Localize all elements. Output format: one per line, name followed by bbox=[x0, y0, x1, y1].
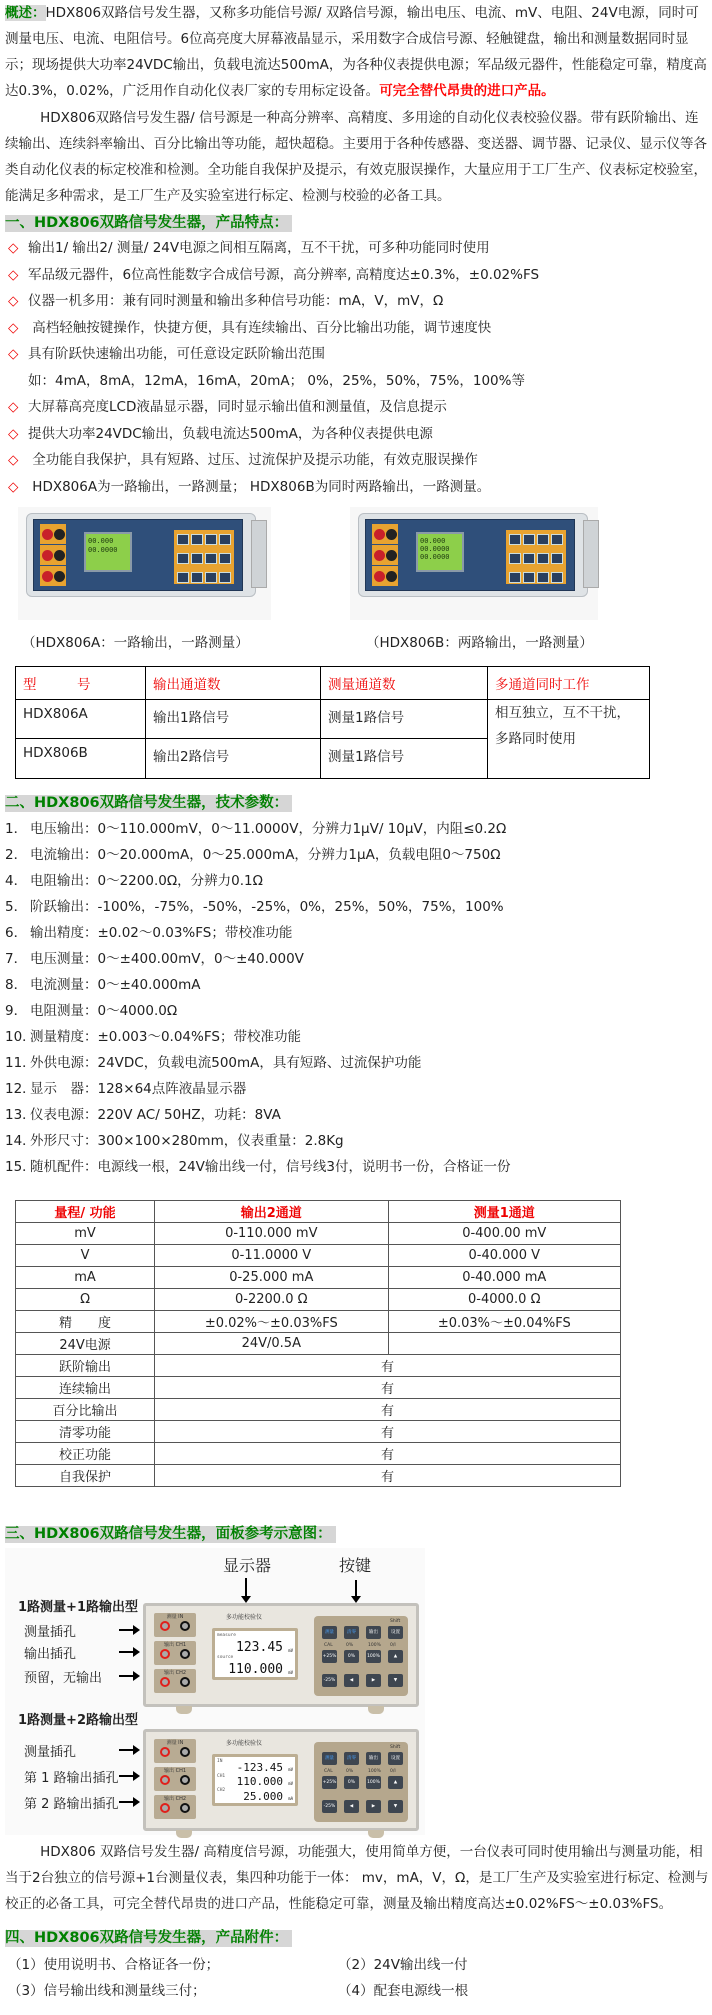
table-header-cell: 型 号 bbox=[16, 667, 146, 700]
arrow-right-icon bbox=[119, 1749, 135, 1751]
table-cell: 0-25.000 mA bbox=[155, 1267, 388, 1289]
keypad bbox=[314, 1742, 408, 1822]
spec-number: 5． bbox=[5, 899, 28, 915]
feature-text: 高档轻触按键操作，快捷方便，具有连续输出、百分比输出功能，调节速度快 bbox=[28, 319, 492, 336]
shift-label: Shift bbox=[390, 1745, 401, 1750]
diamond-bullet-icon: ◇ bbox=[8, 425, 19, 442]
feature-text: 输出1/ 输出2/ 测量/ 24V电源之间相互隔离，互不干扰，可多种功能同时使用 bbox=[28, 240, 490, 256]
table-header-row bbox=[16, 1201, 621, 1223]
table-row bbox=[16, 1267, 621, 1289]
table-cell: 0-40.000 mA bbox=[388, 1267, 620, 1289]
panel-diagram bbox=[5, 1548, 425, 1835]
feature-text: 全功能自我保护，具有短路、过压、过流保护及提示功能，有效克服误操作 bbox=[28, 452, 478, 468]
jack-label: 第 2 路输出插孔 bbox=[24, 1797, 119, 1812]
table-row bbox=[16, 1421, 621, 1443]
spec-text: 电阻输出：0～2200.0Ω，分辨力0.1Ω bbox=[30, 873, 263, 889]
feature-list bbox=[8, 235, 708, 500]
lcd-display bbox=[84, 532, 132, 572]
arrow-right-icon bbox=[119, 1675, 135, 1677]
spec-text: 输出精度：±0.02～0.03%FS；带校准功能 bbox=[30, 925, 293, 941]
keypad-button[interactable]: ▶ bbox=[366, 1674, 381, 1687]
jack-group bbox=[154, 1739, 196, 1763]
intro-text: HDX806双路信号发生器，又称多功能信号源/ 双路信号源，输出电压、电流、mV、电阻、24V电源，同时可测量电压、电流、电阻信号。6位高亮度大屏幕液晶显示，采用数字合成信号源、轻触键盘，输出和测量数据同时显示；现场提供大功率24VDC输出，负载电流达500mA，为各种仪表提供电源；军品级元器件，性能稳定可靠，精度高达0.3%，0.02%，广泛用作自动化仪表厂家的专用标定设备。 bbox=[5, 5, 707, 99]
table-row bbox=[16, 700, 650, 739]
table-cell: 精 度 bbox=[16, 1311, 155, 1333]
diamond-bullet-icon: ◇ bbox=[8, 452, 19, 468]
key-row-label: 100% bbox=[368, 1769, 381, 1774]
table-cell: 跃阶输出 bbox=[16, 1355, 155, 1377]
spec-number: 4． bbox=[5, 873, 28, 889]
key-row-label: CAL bbox=[324, 1643, 333, 1648]
display-label: 显示器 bbox=[223, 1556, 272, 1575]
section-heading-features: 一、HDX806双路信号发生器，产品特点： bbox=[5, 215, 292, 232]
instrument-panel bbox=[143, 1603, 419, 1707]
lcd-unit: mV bbox=[288, 1766, 293, 1772]
keypad-button[interactable]: +25% bbox=[322, 1776, 337, 1789]
table-cell: 0-4000.0 Ω bbox=[388, 1289, 620, 1311]
table-cell: 0-11.0000 V bbox=[155, 1245, 388, 1267]
arrow-down-icon bbox=[245, 1578, 247, 1598]
keypad-button[interactable]: +25% bbox=[322, 1650, 337, 1663]
photo-caption-a: （HDX806A：一路输出，一路测量） bbox=[22, 635, 249, 651]
lcd-line: 00.0000 bbox=[420, 553, 450, 561]
table-row bbox=[16, 1223, 621, 1245]
keypad-button[interactable]: 100% bbox=[366, 1650, 381, 1663]
feature-text: 具有阶跃快速输出功能，可任意设定跃阶输出范围 bbox=[28, 346, 325, 362]
section-heading-specs: 二、HDX806双路信号发生器，技术参数： bbox=[5, 795, 292, 812]
spec-number: 1． bbox=[5, 821, 28, 837]
table-row bbox=[16, 1333, 621, 1355]
lcd-value: -123.45 bbox=[236, 1760, 283, 1774]
key-row-label: 0/I bbox=[390, 1643, 396, 1648]
lcd-unit: mV bbox=[288, 1670, 293, 1675]
spec-item bbox=[5, 972, 705, 998]
spec-number: 14． bbox=[5, 1133, 36, 1149]
spec-item bbox=[5, 816, 705, 842]
spec-number: 7． bbox=[5, 951, 28, 967]
table-cell: 校正功能 bbox=[16, 1443, 155, 1465]
arrow-right-icon bbox=[119, 1801, 135, 1803]
spec-text: 阶跃输出：-100%，-75%，-50%，-25%，0%，25%，50%，75%，100% bbox=[30, 899, 504, 915]
lcd-reading bbox=[217, 1633, 293, 1655]
range-function-table bbox=[15, 1200, 621, 1487]
red-jack-icon[interactable] bbox=[160, 1775, 170, 1785]
table-cell: 24V电源 bbox=[16, 1333, 155, 1355]
keypad-button[interactable]: 测量 bbox=[322, 1626, 337, 1639]
product-photo-hdx806b bbox=[350, 507, 598, 620]
keypad-button[interactable]: -25% bbox=[322, 1800, 337, 1813]
lcd-tag: measure bbox=[217, 1633, 236, 1638]
keypad-button[interactable]: 测量 bbox=[322, 1752, 337, 1765]
feature-text: 如：4mA，8mA，12mA，16mA，20mA； 0%，25%，50%，75%，100%等 bbox=[28, 372, 525, 389]
keypad bbox=[314, 1616, 408, 1696]
spec-item bbox=[5, 1154, 705, 1180]
spec-number: 11． bbox=[5, 1055, 36, 1071]
model-comparison-table bbox=[15, 666, 678, 779]
arrow-right-icon bbox=[119, 1775, 135, 1777]
table-cell: 有 bbox=[155, 1443, 621, 1465]
red-jack-icon[interactable] bbox=[160, 1677, 170, 1687]
table-cell: mV bbox=[16, 1223, 155, 1245]
lcd-unit: mV bbox=[288, 1781, 293, 1786]
photo-caption-b: （HDX806B：两路输出，一路测量） bbox=[366, 635, 593, 651]
table-cell: 0-40.000 V bbox=[388, 1245, 620, 1267]
lcd-tag: source bbox=[217, 1655, 234, 1660]
jack-group-label: 输出 CH1 bbox=[163, 1768, 187, 1774]
keypad-button[interactable]: 100% bbox=[366, 1776, 381, 1789]
keypad-button[interactable]: 清零 bbox=[344, 1626, 359, 1639]
table-cell: 有 bbox=[155, 1355, 621, 1377]
spec-text: 电压测量：0～±400.00mV，0～±40.000V bbox=[30, 951, 304, 967]
lcd-tag: CH2 bbox=[217, 1788, 226, 1793]
spec-item bbox=[5, 894, 705, 920]
table-cell: 24V/0.5A bbox=[155, 1333, 388, 1355]
spec-list bbox=[5, 816, 705, 1180]
panel-title: 多功能校验仪 bbox=[226, 1740, 263, 1747]
jack-group-label: 输出 CH2 bbox=[163, 1796, 187, 1802]
intro-paragraph bbox=[5, 0, 709, 104]
feature-item bbox=[8, 474, 708, 501]
table-cell: 测量1路信号 bbox=[321, 739, 488, 779]
table-cell: V bbox=[16, 1245, 155, 1267]
spec-text: 随机配件：电源线一根，24V输出线一付，信号线3付，说明书一份，合格证一份 bbox=[30, 1159, 511, 1175]
key-row-label: 0/I bbox=[390, 1769, 396, 1774]
jack-group bbox=[154, 1641, 196, 1665]
lcd-display bbox=[416, 532, 464, 572]
accessory-item: （1）使用说明书、合格证各一份； bbox=[8, 1957, 220, 1973]
black-jack-icon[interactable] bbox=[180, 1747, 190, 1757]
spec-item bbox=[5, 1024, 705, 1050]
lcd-line: 00.000 bbox=[88, 537, 114, 545]
summary-paragraph: HDX806 双路信号发生器/ 高精度信号源，功能强大，使用简单方便，一台仪表可同时使用输出与测量功能，相当于2台独立的信号源+1台测量仪表，集四种功能于一体： mv，mA，V，Ω，是工厂生产及实验室进行标定、检测与校正的必备工具，可完全替代昂贵的进口产品，性能稳定可靠，测量及输出精度高达±0.02%FS～±0.03%FS。 bbox=[5, 1844, 709, 1912]
jack-label: 测量插孔 bbox=[24, 1745, 77, 1760]
lcd-screen bbox=[215, 1631, 295, 1677]
table-cell: 有 bbox=[155, 1399, 621, 1421]
lcd-reading bbox=[217, 1655, 293, 1677]
jack-label: 测量插孔 bbox=[24, 1625, 77, 1640]
lcd-unit: mA bbox=[288, 1795, 293, 1801]
keypad-button[interactable]: ◀ bbox=[344, 1800, 359, 1813]
diamond-bullet-icon: ◇ bbox=[8, 319, 19, 336]
table-cell: ±0.02%～±0.03%FS bbox=[155, 1311, 388, 1333]
table-row bbox=[16, 1311, 621, 1333]
feature-item bbox=[8, 235, 708, 262]
lcd-screen bbox=[215, 1757, 295, 1803]
keypad-button[interactable]: 0% bbox=[344, 1776, 359, 1789]
table-header-cell: 量程/ 功能 bbox=[16, 1201, 155, 1223]
keypad-button[interactable]: 设置 bbox=[388, 1752, 403, 1765]
accessory-item: （3）信号输出线和测量线三付； bbox=[8, 1983, 206, 1999]
section-heading-accessories: 四、HDX806双路信号发生器，产品附件： bbox=[5, 1930, 292, 1947]
spec-number: 9． bbox=[5, 1003, 28, 1019]
arrow-right-icon bbox=[119, 1651, 135, 1653]
product-photo-hdx806a bbox=[18, 507, 271, 620]
table-cell bbox=[388, 1333, 620, 1355]
shift-label: Shift bbox=[390, 1619, 401, 1624]
jack-group bbox=[154, 1613, 196, 1637]
lcd-unit: mV bbox=[288, 1648, 293, 1653]
table-row bbox=[16, 1399, 621, 1421]
spec-item bbox=[5, 842, 705, 868]
table-cell: mA bbox=[16, 1267, 155, 1289]
table-header-row bbox=[16, 667, 650, 700]
jack-group-label: 输出 CH1 bbox=[163, 1642, 187, 1648]
keys-label: 按键 bbox=[339, 1556, 372, 1575]
panel-foot bbox=[368, 1830, 384, 1838]
red-jack-icon[interactable] bbox=[160, 1747, 170, 1757]
arrow-down-icon bbox=[355, 1580, 357, 1598]
feature-text: 仪器一机多用：兼有同时测量和输出多种信号功能：mA，V，mV，Ω bbox=[28, 293, 444, 309]
table-row bbox=[16, 1289, 621, 1311]
table-header-cell: 测量1通道 bbox=[388, 1201, 620, 1223]
table-cell: HDX806B bbox=[16, 739, 146, 779]
spec-item bbox=[5, 1076, 705, 1102]
black-jack-icon[interactable] bbox=[180, 1803, 190, 1813]
jack-group bbox=[154, 1669, 196, 1693]
spec-number: 13． bbox=[5, 1107, 36, 1123]
arrow-right-icon bbox=[119, 1629, 135, 1631]
feature-item bbox=[8, 447, 708, 474]
feature-item bbox=[8, 368, 708, 395]
keypad-button[interactable]: ▶ bbox=[366, 1800, 381, 1813]
feature-item bbox=[8, 288, 708, 315]
keypad-button[interactable]: -25% bbox=[322, 1674, 337, 1687]
jack-label: 输出插孔 bbox=[24, 1647, 77, 1662]
black-jack-icon[interactable] bbox=[180, 1775, 190, 1785]
key-row-label: 0% bbox=[346, 1769, 354, 1774]
red-jack-icon[interactable] bbox=[160, 1621, 170, 1631]
table-cell: 测量1路信号 bbox=[321, 700, 488, 739]
lcd-reading bbox=[217, 1759, 293, 1774]
spec-item bbox=[5, 998, 705, 1024]
section-heading-panel: 三、HDX806双路信号发生器，面板参考示意图： bbox=[5, 1526, 336, 1543]
black-jack-icon[interactable] bbox=[180, 1621, 190, 1631]
diamond-bullet-icon: ◇ bbox=[8, 293, 19, 309]
keypad-button[interactable]: 设置 bbox=[388, 1626, 403, 1639]
spec-text: 外形尺寸：300×100×280mm，仪表重量：2.8Kg bbox=[30, 1133, 344, 1149]
key-row-label: 100% bbox=[368, 1643, 381, 1648]
panel-foot bbox=[176, 1830, 192, 1838]
feature-text: HDX806A为一路输出，一路测量； HDX806B为同时两路输出，一路测量。 bbox=[28, 478, 491, 495]
feature-item bbox=[8, 421, 708, 448]
spec-item bbox=[5, 1050, 705, 1076]
table-cell: 有 bbox=[155, 1421, 621, 1443]
instrument-panel bbox=[143, 1729, 419, 1831]
table-header-cell: 测量通道数 bbox=[321, 667, 488, 700]
panel-foot bbox=[176, 1706, 192, 1714]
accessory-item: （2）24V输出线一付 bbox=[338, 1957, 468, 1973]
black-jack-icon[interactable] bbox=[180, 1677, 190, 1687]
keypad-button[interactable]: ▼ bbox=[388, 1674, 403, 1687]
lcd-value: 25.000 bbox=[243, 1789, 283, 1803]
keypad-button[interactable]: ▲ bbox=[388, 1650, 403, 1663]
lcd-line: 00.0000 bbox=[420, 545, 450, 553]
spec-number: 8． bbox=[5, 977, 28, 993]
lcd-line: 00.000 bbox=[420, 537, 446, 545]
table-cell: 0-110.000 mV bbox=[155, 1223, 388, 1245]
jack-label: 第 1 路输出插孔 bbox=[24, 1771, 119, 1786]
key-row-label: CAL bbox=[324, 1769, 333, 1774]
spec-text: 电阻测量：0～4000.0Ω bbox=[30, 1003, 178, 1019]
spec-text: 显示 器：128×64点阵液晶显示器 bbox=[30, 1081, 247, 1097]
table-cell: 有 bbox=[155, 1465, 621, 1487]
table-cell: 输出2路信号 bbox=[146, 739, 321, 779]
lcd-value: 123.45 bbox=[236, 1640, 283, 1655]
spec-item bbox=[5, 946, 705, 972]
spec-text: 测量精度：±0.003～0.04%FS；带校准功能 bbox=[30, 1029, 301, 1045]
table-cell: 0-2200.0 Ω bbox=[155, 1289, 388, 1311]
red-jack-icon[interactable] bbox=[160, 1649, 170, 1659]
spec-number: 2． bbox=[5, 847, 28, 863]
spec-text: 电流测量：0～±40.000mA bbox=[30, 977, 201, 993]
table-cell: HDX806A bbox=[16, 700, 146, 739]
lcd-tag: IN bbox=[217, 1759, 223, 1764]
key-row-label: 0% bbox=[346, 1643, 354, 1648]
feature-item bbox=[8, 262, 708, 289]
intro-lead: 概述： bbox=[5, 5, 46, 21]
jack-group bbox=[154, 1767, 196, 1791]
table-cell: 百分比输出 bbox=[16, 1399, 155, 1421]
spec-item bbox=[5, 1102, 705, 1128]
table-row bbox=[16, 1377, 621, 1399]
feature-text: 军品级元器件，6位高性能数字合成信号源，高分辨率, 高精度达±0.3%，±0.02%FS bbox=[28, 266, 540, 283]
spec-number: 15． bbox=[5, 1159, 36, 1175]
lcd-line: 00.0000 bbox=[88, 546, 118, 554]
table-header-cell: 输出通道数 bbox=[146, 667, 321, 700]
diamond-bullet-icon: ◇ bbox=[8, 399, 19, 415]
spec-text: 外供电源：24VDC，负载电流500mA，具有短路、过流保护功能 bbox=[30, 1055, 422, 1071]
keypad-button[interactable]: ▼ bbox=[388, 1800, 403, 1813]
spec-text: 电流输出：0～20.000mA，0～25.000mA，分辨力1μA，负载电阻0～750Ω bbox=[30, 847, 501, 863]
diamond-bullet-icon: ◇ bbox=[8, 266, 19, 283]
table-row bbox=[16, 1245, 621, 1267]
lcd-value: 110.000 bbox=[228, 1662, 283, 1677]
panel-title: 多功能校验仪 bbox=[226, 1614, 263, 1621]
jack-group-label: 测量 IN bbox=[166, 1740, 184, 1746]
spec-item bbox=[5, 920, 705, 946]
spec-text: 仪表电源：220V AC/ 50HZ，功耗：8VA bbox=[30, 1107, 281, 1123]
lcd-reading bbox=[217, 1788, 293, 1803]
feature-item bbox=[8, 394, 708, 421]
lcd-reading bbox=[217, 1774, 293, 1789]
table-row bbox=[16, 1465, 621, 1487]
feature-item bbox=[8, 315, 708, 342]
table-cell: 自我保护 bbox=[16, 1465, 155, 1487]
feature-item bbox=[8, 341, 708, 368]
spec-item bbox=[5, 1128, 705, 1154]
keypad-button[interactable]: 清零 bbox=[344, 1752, 359, 1765]
jack-group-label: 输出 CH2 bbox=[163, 1670, 187, 1676]
spec-number: 10． bbox=[5, 1029, 36, 1045]
lcd-display bbox=[212, 1628, 298, 1680]
spec-item bbox=[5, 868, 705, 894]
jack-group bbox=[154, 1795, 196, 1819]
keypad-button[interactable]: 输出 bbox=[366, 1626, 381, 1639]
diamond-bullet-icon: ◇ bbox=[8, 478, 19, 495]
table-cell: 连续输出 bbox=[16, 1377, 155, 1399]
table-cell: Ω bbox=[16, 1289, 155, 1311]
lcd-value: 110.000 bbox=[236, 1775, 283, 1788]
keypad-button[interactable]: 0% bbox=[344, 1650, 359, 1663]
table-cell: 0-400.00 mV bbox=[388, 1223, 620, 1245]
diamond-bullet-icon: ◇ bbox=[8, 240, 19, 256]
table-row bbox=[16, 1443, 621, 1465]
table-cell: 输出1路信号 bbox=[146, 700, 321, 739]
panel-type-label: 1路测量+2路输出型 bbox=[18, 1713, 138, 1728]
keypad-button[interactable]: 输出 bbox=[366, 1752, 381, 1765]
table-cell: 有 bbox=[155, 1377, 621, 1399]
accessory-item: （4）配套电源线一根 bbox=[338, 1983, 469, 1999]
table-header-cell: 输出2通道 bbox=[155, 1201, 388, 1223]
diamond-bullet-icon: ◇ bbox=[8, 346, 19, 362]
table-cell: 清零功能 bbox=[16, 1421, 155, 1443]
table-header-cell: 多通道同时工作 bbox=[488, 667, 650, 700]
spec-text: 电压输出：0～110.000mV，0～11.0000V，分辨力1μV/ 10μV，内阻≤0.2Ω bbox=[30, 821, 507, 837]
panel-foot bbox=[368, 1706, 384, 1714]
lcd-tag: CH1 bbox=[217, 1773, 226, 1779]
intro-paragraph-2: HDX806双路信号发生器/ 信号源是一种高分辨率、高精度、多用途的自动化仪表校验仪器。带有跃阶输出、连续输出、连续斜率输出、百分比输出等功能，超快超稳。主要用于各种传感器、变送器、调节器、记录仪、显示仪等各类自动化仪表的标定校准和检测。全功能自我保护及提示，有效克服误操作，大量应用于工厂生产、仪表标定校验室，能满足多种需求，是工厂生产及实验室进行标定、检测与校验的必备工具。 bbox=[5, 110, 707, 204]
keypad-button[interactable]: ◀ bbox=[344, 1674, 359, 1687]
keypad-button[interactable]: ▲ bbox=[388, 1776, 403, 1789]
intro-highlight: 可完全替代昂贵的进口产品。 bbox=[379, 83, 555, 99]
table-cell: ±0.03%～±0.04%FS bbox=[388, 1311, 620, 1333]
feature-text: 大屏幕高亮度LCD液晶显示器，同时显示输出值和测量值，及信息提示 bbox=[28, 399, 447, 415]
spec-number: 12． bbox=[5, 1081, 36, 1097]
jack-group-label: 测量 IN bbox=[166, 1614, 184, 1620]
feature-text: 提供大功率24VDC输出，负载电流达500mA，为各种仪表提供电源 bbox=[28, 425, 433, 442]
table-row bbox=[16, 1355, 621, 1377]
table-cell: 相互独立，互不干扰， 多路同时使用 bbox=[488, 700, 650, 779]
black-jack-icon[interactable] bbox=[180, 1649, 190, 1659]
jack-label: 预留，无输出 bbox=[24, 1671, 103, 1686]
panel-type-label: 1路测量+1路输出型 bbox=[18, 1600, 138, 1615]
red-jack-icon[interactable] bbox=[160, 1803, 170, 1813]
lcd-display bbox=[212, 1754, 298, 1806]
spec-number: 6． bbox=[5, 925, 28, 941]
